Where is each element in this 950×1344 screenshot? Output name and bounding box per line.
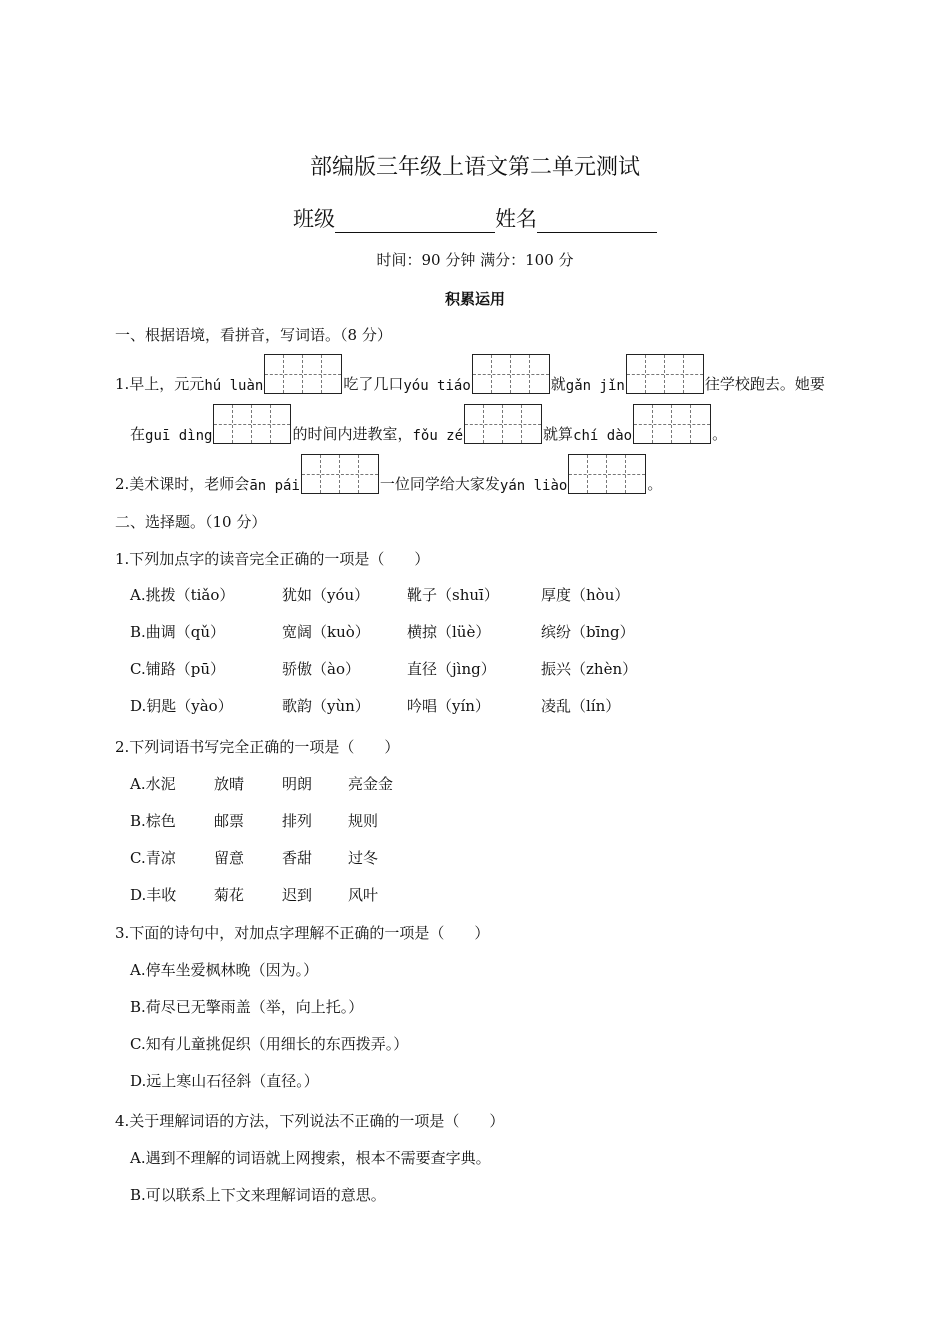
tianzige-box[interactable] — [626, 354, 704, 394]
text: 的时间内进教室， — [292, 425, 413, 443]
pinyin-huluan: hú luàn — [204, 378, 264, 394]
text: 1.早上，元元 — [115, 375, 205, 393]
tianzige-box[interactable] — [213, 404, 291, 444]
class-blank[interactable] — [335, 210, 495, 233]
option-b[interactable]: B.荷尽已无擎雨盖（举，向上托。） — [130, 998, 364, 1016]
option-word: 明朗 — [282, 775, 313, 793]
option-word: 迟到 — [282, 886, 313, 904]
option-word: 亮金金 — [348, 775, 394, 793]
choice-q2-stem: 2.下列词语书写完全正确的一项是（ ） — [115, 738, 400, 756]
tianzige-box[interactable] — [633, 404, 711, 444]
option-word: B.曲调（qǔ） — [130, 623, 226, 641]
class-label: 班级 — [293, 207, 335, 231]
part1-q2-line — [115, 454, 662, 494]
option-word: C.青凉 — [130, 849, 176, 867]
option-word: 排列 — [282, 812, 313, 830]
pinyin-ganjin: gǎn jǐn — [565, 378, 625, 394]
option-word: 放晴 — [214, 775, 245, 793]
option-d[interactable]: D.远上寒山石径斜（直径。） — [130, 1072, 319, 1090]
option-a[interactable]: A.停车坐爱枫林晚（因为。） — [130, 961, 319, 979]
text: 。 — [712, 425, 728, 443]
name-label: 姓名 — [495, 207, 537, 231]
tianzige-box[interactable] — [472, 354, 550, 394]
pinyin-youtiao: yóu tiáo — [403, 378, 471, 394]
section-title: 积累运用 — [444, 290, 505, 308]
option-word: C.铺路（pū） — [130, 660, 225, 678]
tianzige-box[interactable] — [568, 454, 646, 494]
option-word: 香甜 — [282, 849, 313, 867]
option-b[interactable]: B.可以联系上下文来理解词语的意思。 — [130, 1186, 386, 1204]
option-word: 直径（jìng） — [407, 660, 496, 678]
option-word: 风叶 — [348, 886, 379, 904]
option-word: 邮票 — [214, 812, 245, 830]
option-word: 厚度（hòu） — [541, 586, 630, 604]
option-word: 横掠（lüè） — [407, 623, 491, 641]
tianzige-box[interactable] — [264, 354, 342, 394]
option-word: 歌韵（yùn） — [282, 697, 370, 715]
text: 吃了几口 — [343, 375, 404, 393]
part1-heading: 一、根据语境，看拼音，写词语。（8 分） — [115, 326, 392, 344]
option-word: 犹如（yóu） — [282, 586, 370, 604]
pinyin-fouze: fǒu zé — [412, 428, 464, 444]
option-word: D.丰收 — [130, 886, 177, 904]
option-word: A.水泥 — [130, 775, 176, 793]
option-word: 振兴（zhèn） — [541, 660, 638, 678]
option-word: 骄傲（ào） — [282, 660, 360, 678]
option-a[interactable]: A.遇到不理解的词语就上网搜索，根本不需要查字典。 — [130, 1149, 491, 1167]
page-title: 部编版三年级上语文第二单元测试 — [309, 155, 640, 180]
tianzige-box[interactable] — [464, 404, 542, 444]
option-word: 凌乱（lín） — [541, 697, 621, 715]
pinyin-guiding: guī dìng — [145, 428, 213, 444]
text: 一位同学给大家发 — [379, 475, 500, 493]
part2-heading: 二、选择题。（10 分） — [115, 513, 267, 531]
choice-q1-stem: 1.下列加点字的读音完全正确的一项是（ ） — [115, 550, 430, 568]
text: 在 — [130, 425, 146, 443]
class-name-line — [0, 203, 950, 233]
text: 往学校跑去。她要 — [704, 375, 825, 393]
text: 2.美术课时，老师会 — [115, 475, 250, 493]
name-blank[interactable] — [537, 210, 657, 233]
part1-q1-line1 — [115, 354, 825, 394]
time-info: 时间：90 分钟 满分：100 分 — [376, 251, 574, 269]
option-word: D.钥匙（yào） — [130, 697, 233, 715]
option-word: 吟唱（yín） — [407, 697, 490, 715]
text: 就算 — [543, 425, 574, 443]
option-c[interactable]: C.知有儿童挑促织（用细长的东西拨弄。） — [130, 1035, 409, 1053]
option-word: 留意 — [214, 849, 245, 867]
option-word: 靴子（shuī） — [407, 586, 499, 604]
option-word: 菊花 — [214, 886, 245, 904]
text: 就 — [550, 375, 566, 393]
tianzige-box[interactable] — [301, 454, 379, 494]
pinyin-anpai: ān pái — [249, 478, 300, 494]
choice-q4-stem: 4.关于理解词语的方法，下列说法不正确的一项是（ ） — [115, 1112, 505, 1130]
option-word: 规则 — [348, 812, 379, 830]
option-word: A.挑拨（tiǎo） — [130, 586, 235, 604]
part1-q1-line2 — [130, 404, 727, 444]
option-word: 缤纷（bīng） — [541, 623, 635, 641]
choice-q3-stem: 3.下面的诗句中，对加点字理解不正确的一项是（ ） — [115, 924, 490, 942]
option-word: 宽阔（kuò） — [282, 623, 370, 641]
text: 。 — [647, 475, 663, 493]
option-word: B.棕色 — [130, 812, 176, 830]
pinyin-yanliao: yán liào — [499, 478, 568, 494]
option-word: 过冬 — [348, 849, 379, 867]
pinyin-chidao: chí dào — [573, 428, 633, 444]
